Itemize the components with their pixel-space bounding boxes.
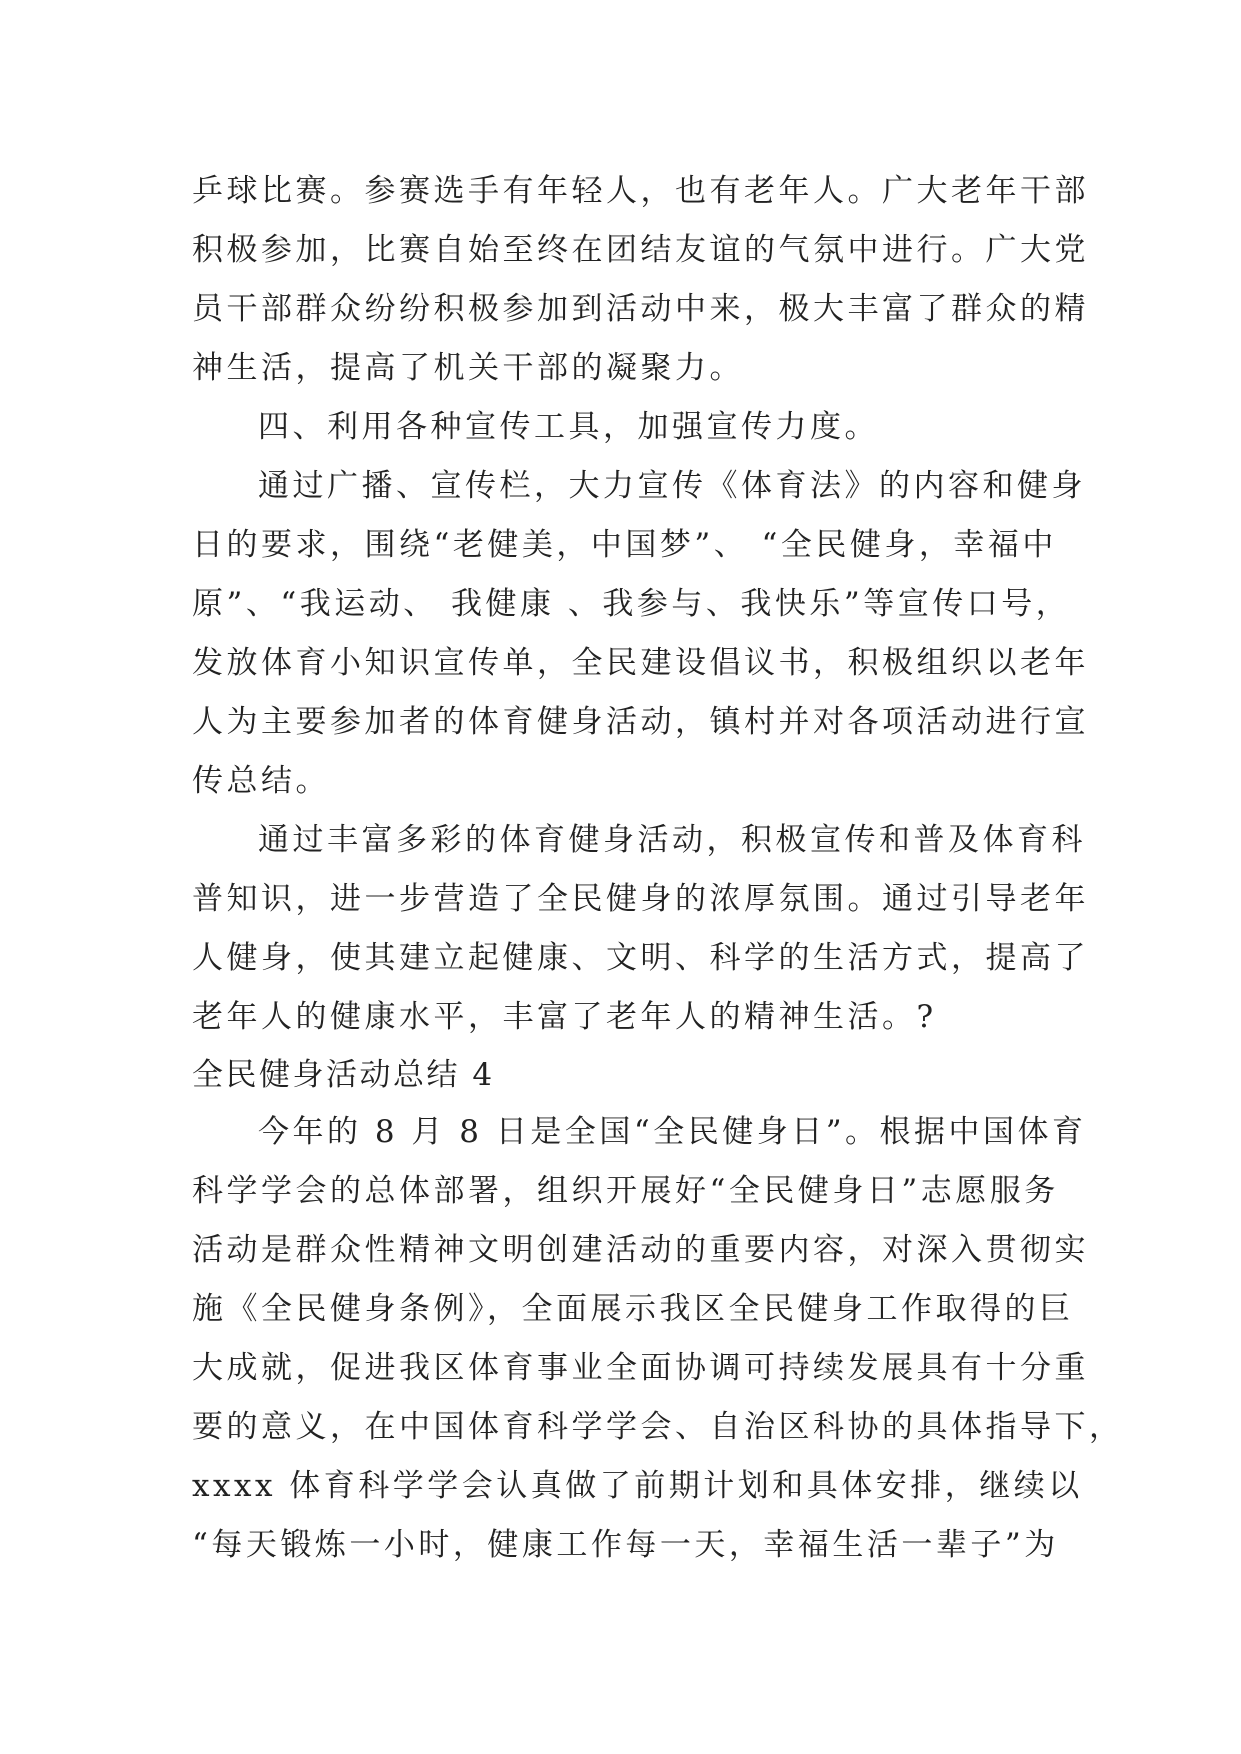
paragraph-line: 老年人的健康水平，丰富了老年人的精神生活。? xyxy=(192,999,937,1035)
paragraph-line: 员干部群众纷纷积极参加到活动中来，极大丰富了群众的精 xyxy=(192,291,1089,327)
paragraph-line: 通过广播、宣传栏，大力宣传《体育法》的内容和健身 xyxy=(258,468,1086,504)
section-heading: 四、利用各种宣传工具，加强宣传力度。 xyxy=(258,409,879,445)
paragraph-line: 乒球比赛。参赛选手有年轻人，也有老年人。广大老年干部 xyxy=(192,173,1089,209)
paragraph-line: 发放体育小知识宣传单，全民建设倡议书，积极组织以老年 xyxy=(192,645,1089,681)
paragraph-line: 科学学会的总体部署，组织开展好“全民健身日”志愿服务 xyxy=(192,1173,1059,1209)
paragraph-line: xxxx 体育科学学会认真做了前期计划和具体安排，继续以 xyxy=(192,1468,1083,1504)
paragraph-line: 普知识，进一步营造了全民健身的浓厚氛围。通过引导老年 xyxy=(192,881,1089,917)
paragraph-line: 日的要求，围绕“老健美，中国梦”、 “全民健身，幸福中 xyxy=(192,527,1057,563)
document-body xyxy=(192,162,1124,1575)
paragraph-line: 要的意义，在中国体育科学学会、自治区科协的具体指导下， xyxy=(192,1409,1124,1445)
paragraph-line: “每天锻炼一小时，健康工作每一天，幸福生活一辈子”为 xyxy=(192,1527,1059,1563)
paragraph-line: 传总结。 xyxy=(192,763,330,799)
paragraph-line: 施《全民健身条例》，全面展示我区全民健身工作取得的巨 xyxy=(192,1291,1074,1327)
paragraph-line: 人为主要参加者的体育健身活动，镇村并对各项活动进行宣 xyxy=(192,704,1089,740)
paragraph-line: 人健身，使其建立起健康、文明、科学的生活方式，提高了 xyxy=(192,940,1089,976)
paragraph-line: 原”、“我运动、 我健康 、我参与、我快乐”等宣传口号， xyxy=(192,586,1071,622)
paragraph-line: 神生活，提高了机关干部的凝聚力。 xyxy=(192,350,744,386)
paragraph-line: 今年的 8 月 8 日是全国“全民健身日”。根据中国体育 xyxy=(258,1114,1087,1150)
paragraph-line: 大成就，促进我区体育事业全面协调可持续发展具有十分重 xyxy=(192,1350,1089,1386)
paragraph-line: 活动是群众性精神文明创建活动的重要内容，对深入贯彻实 xyxy=(192,1232,1089,1268)
paragraph-line: 积极参加，比赛自始至终在团结友谊的气氛中进行。广大党 xyxy=(192,232,1089,268)
article-title: 全民健身活动总结 4 xyxy=(192,1057,495,1093)
paragraph-line: 通过丰富多彩的体育健身活动，积极宣传和普及体育科 xyxy=(258,822,1086,858)
